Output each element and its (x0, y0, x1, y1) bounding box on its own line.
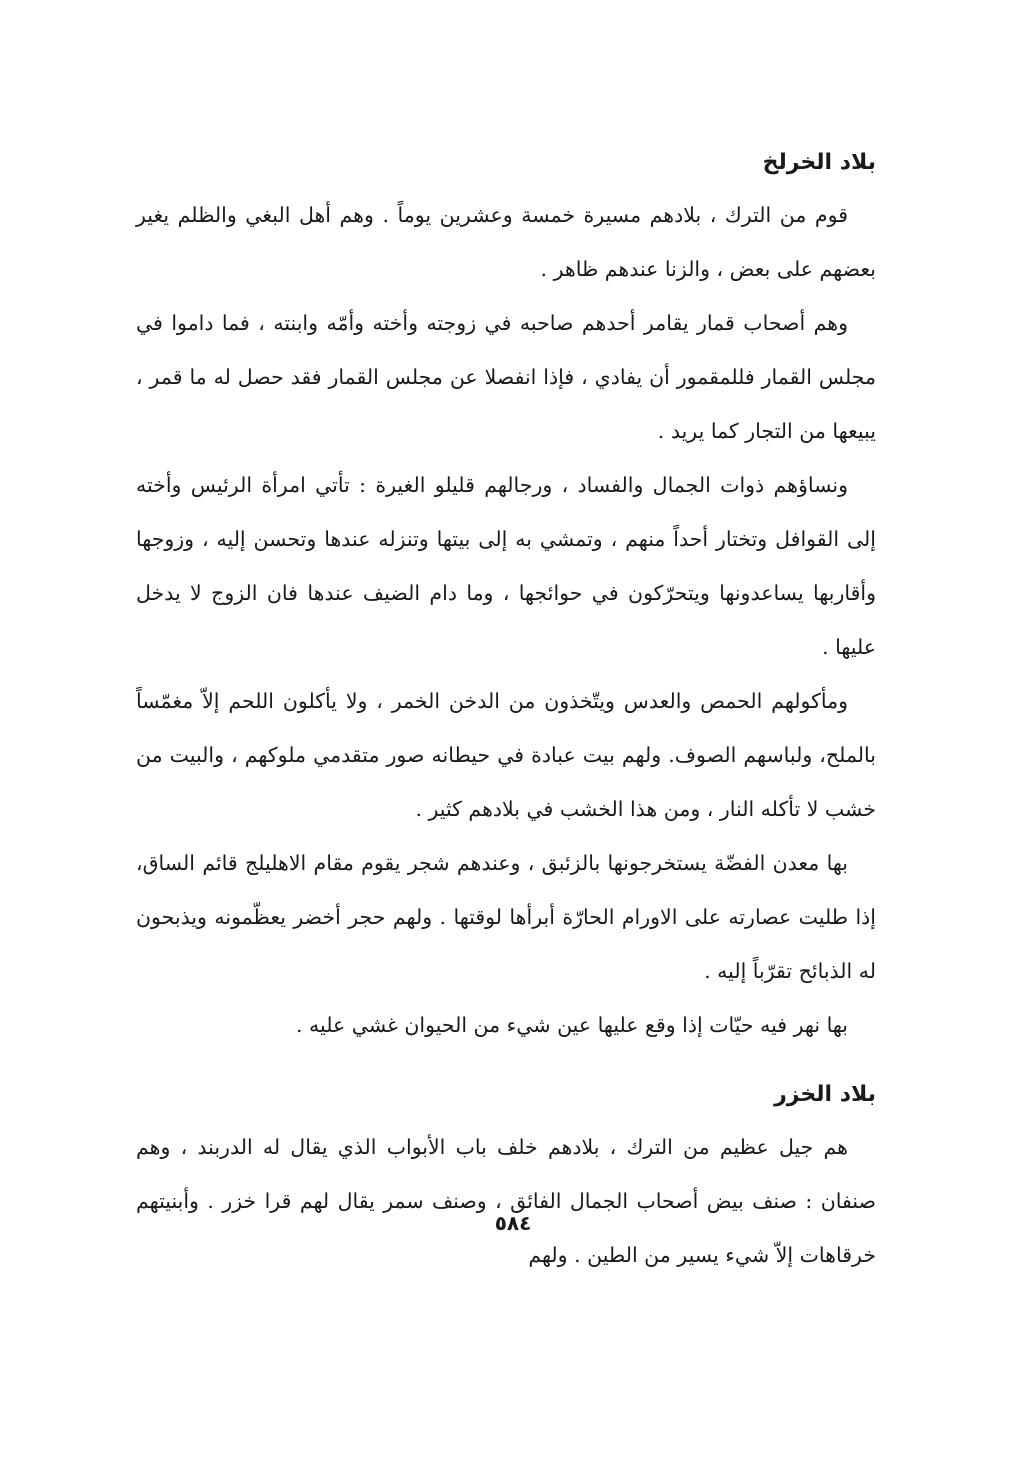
paragraph: بها معدن الفضّة يستخرجونها بالزئبق ، وعندهم شجر يقوم مقام الاهليلج قائم الساق، إذا طليت عصارته على الاورام الحارّة أبرأها لوقتها . ولهم حجر أخضر يعظّمونه ويذبحون له الذبائح تقرّباً إليه . (136, 851, 876, 983)
text-column (136, 148, 876, 1282)
paragraph: قوم من الترك ، بلادهم مسيرة خمسة وعشرين يوماً . وهم أهل البغي والظلم يغير بعضهم على بعض ، والزنا عندهم ظاهر . (136, 203, 876, 281)
section-heading-kharlukh: بلاد الخرلخ (762, 150, 876, 175)
section-heading-khazar: بلاد الخزر (774, 1082, 876, 1107)
page-number: ٥٨٤ (494, 1211, 532, 1235)
paragraph: ومأكولهم الحمص والعدس ويتّخذون من الدخن الخمر ، ولا يأكلون اللحم إلاّ مغمّساً بالملح، ولباسهم الصوف. ولهم بيت عبادة في حيطانه صور متقدمي ملوكهم ، والبيت من خشب لا تأكله النار ، ومن هذا الخشب في بلادهم كثير . (136, 689, 876, 821)
paragraph: ونساؤهم ذوات الجمال والفساد ، ورجالهم قليلو الغيرة : تأتي امرأة الرئيس وأخته إلى القوافل وتختار أحداً منهم ، وتمشي به إلى بيتها وتنزله عندها وتحسن إليه ، وزوجها وأقاربها يساعدونها ويتحرّكون في حوائجها ، وما دام الضيف عندها فان الزوج لا يدخل عليها . (136, 473, 876, 659)
paragraph: بها نهر فيه حيّات إذا وقع عليها عين شيء من الحيوان غشي عليه . (295, 1013, 848, 1037)
paragraph: وهم أصحاب قمار يقامر أحدهم صاحبه في زوجته وأخته وأمّه وابنته ، فما داموا في مجلس القمار فللمقمور أن يفادي ، فإذا انفصلا عن مجلس القمار فقد حصل له ما قمر ، يبيعها من التجار كما يريد . (136, 311, 876, 443)
paragraph: هم جيل عظيم من الترك ، بلادهم خلف باب الأبواب الذي يقال له الدربند ، وهم صنفان : صنف بيض أصحاب الجمال الفائق ، وصنف سمر يقال لهم قرا خزر . وأبنيتهم خرقاهات إلاّ شيء يسير من الطين . ولهم (136, 1135, 876, 1267)
section-spacer (136, 1052, 876, 1080)
